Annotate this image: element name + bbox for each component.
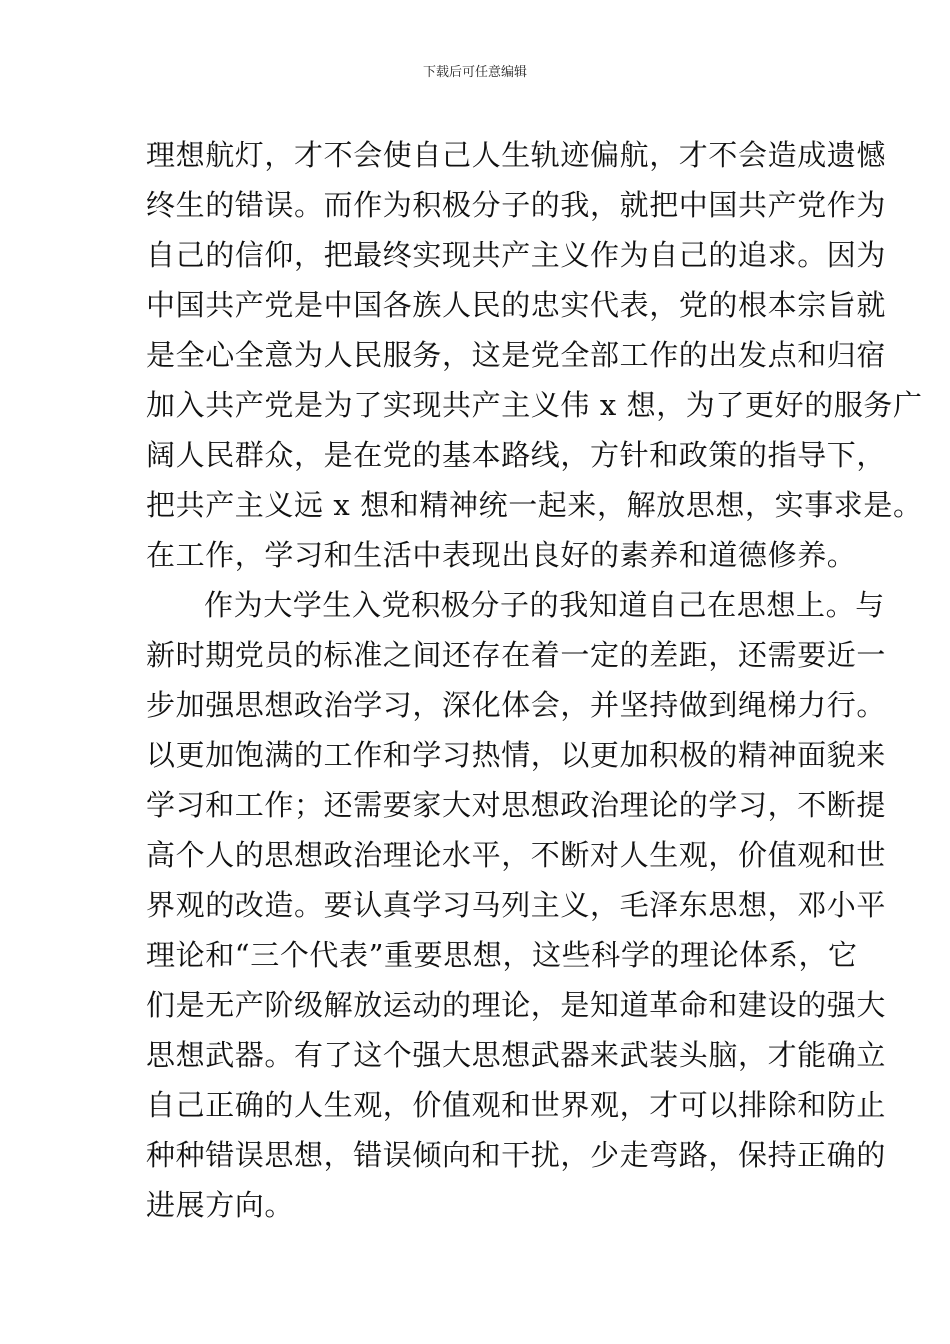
text-line: 自己正确的人生观，价值观和世界观，才可以排除和防止 (146, 1088, 887, 1122)
text-line: 自己的信仰，把最终实现共产主义作为自己的追求。因为 (146, 238, 887, 272)
text-line: 终生的错误。而作为积极分子的我，就把中国共产党作为 (146, 188, 887, 222)
text-line: 新时期党员的标准之间还存在着一定的差距，还需要近一 (146, 638, 887, 672)
text-line: 把共产主义远 x 想和精神统一起来，解放思想，实事求是。 (146, 488, 923, 522)
text-line: 以更加饱满的工作和学习热情，以更加积极的精神面貌来 (146, 738, 887, 772)
text-line: 中国共产党是中国各族人民的忠实代表，党的根本宗旨就 (146, 288, 887, 322)
text-line: 步加强思想政治学习，深化体会，并坚持做到绳梯力行。 (146, 688, 887, 722)
text-line: 理想航灯，才不会使自己人生轨迹偏航，才不会造成遗憾 (146, 138, 887, 172)
text-line: 进展方向。 (146, 1188, 295, 1222)
text-line: 高个人的思想政治理论水平，不断对人生观，价值观和世 (146, 838, 887, 872)
text-line: 界观的改造。要认真学习马列主义，毛泽东思想，邓小平 (146, 888, 887, 922)
paragraph-start-line: 作为大学生入党积极分子的我知道自己在思想上。与 (204, 588, 885, 622)
text-line: 加入共产党是为了实现共产主义伟 x 想，为了更好的服务广 (146, 388, 923, 422)
page-header-note: 下载后可任意编辑 (422, 65, 527, 80)
document-body (146, 130, 923, 1230)
text-line: 阔人民群众，是在党的基本路线，方针和政策的指导下， (146, 438, 887, 472)
text-line: 是全心全意为人民服务，这是党全部工作的出发点和归宿 (146, 338, 887, 372)
text-line: 们是无产阶级解放运动的理论，是知道革命和建设的强大 (146, 988, 887, 1022)
text-line: 理论和“三个代表”重要思想，这些科学的理论体系，它 (146, 938, 858, 972)
text-line: 学习和工作；还需要家大对思想政治理论的学习，不断提 (146, 788, 887, 822)
text-line: 种种错误思想，错误倾向和干扰，少走弯路，保持正确的 (146, 1138, 887, 1172)
text-line: 在工作，学习和生活中表现出良好的素养和道德修养。 (146, 538, 857, 572)
text-line: 思想武器。有了这个强大思想武器来武装头脑，才能确立 (146, 1038, 887, 1072)
